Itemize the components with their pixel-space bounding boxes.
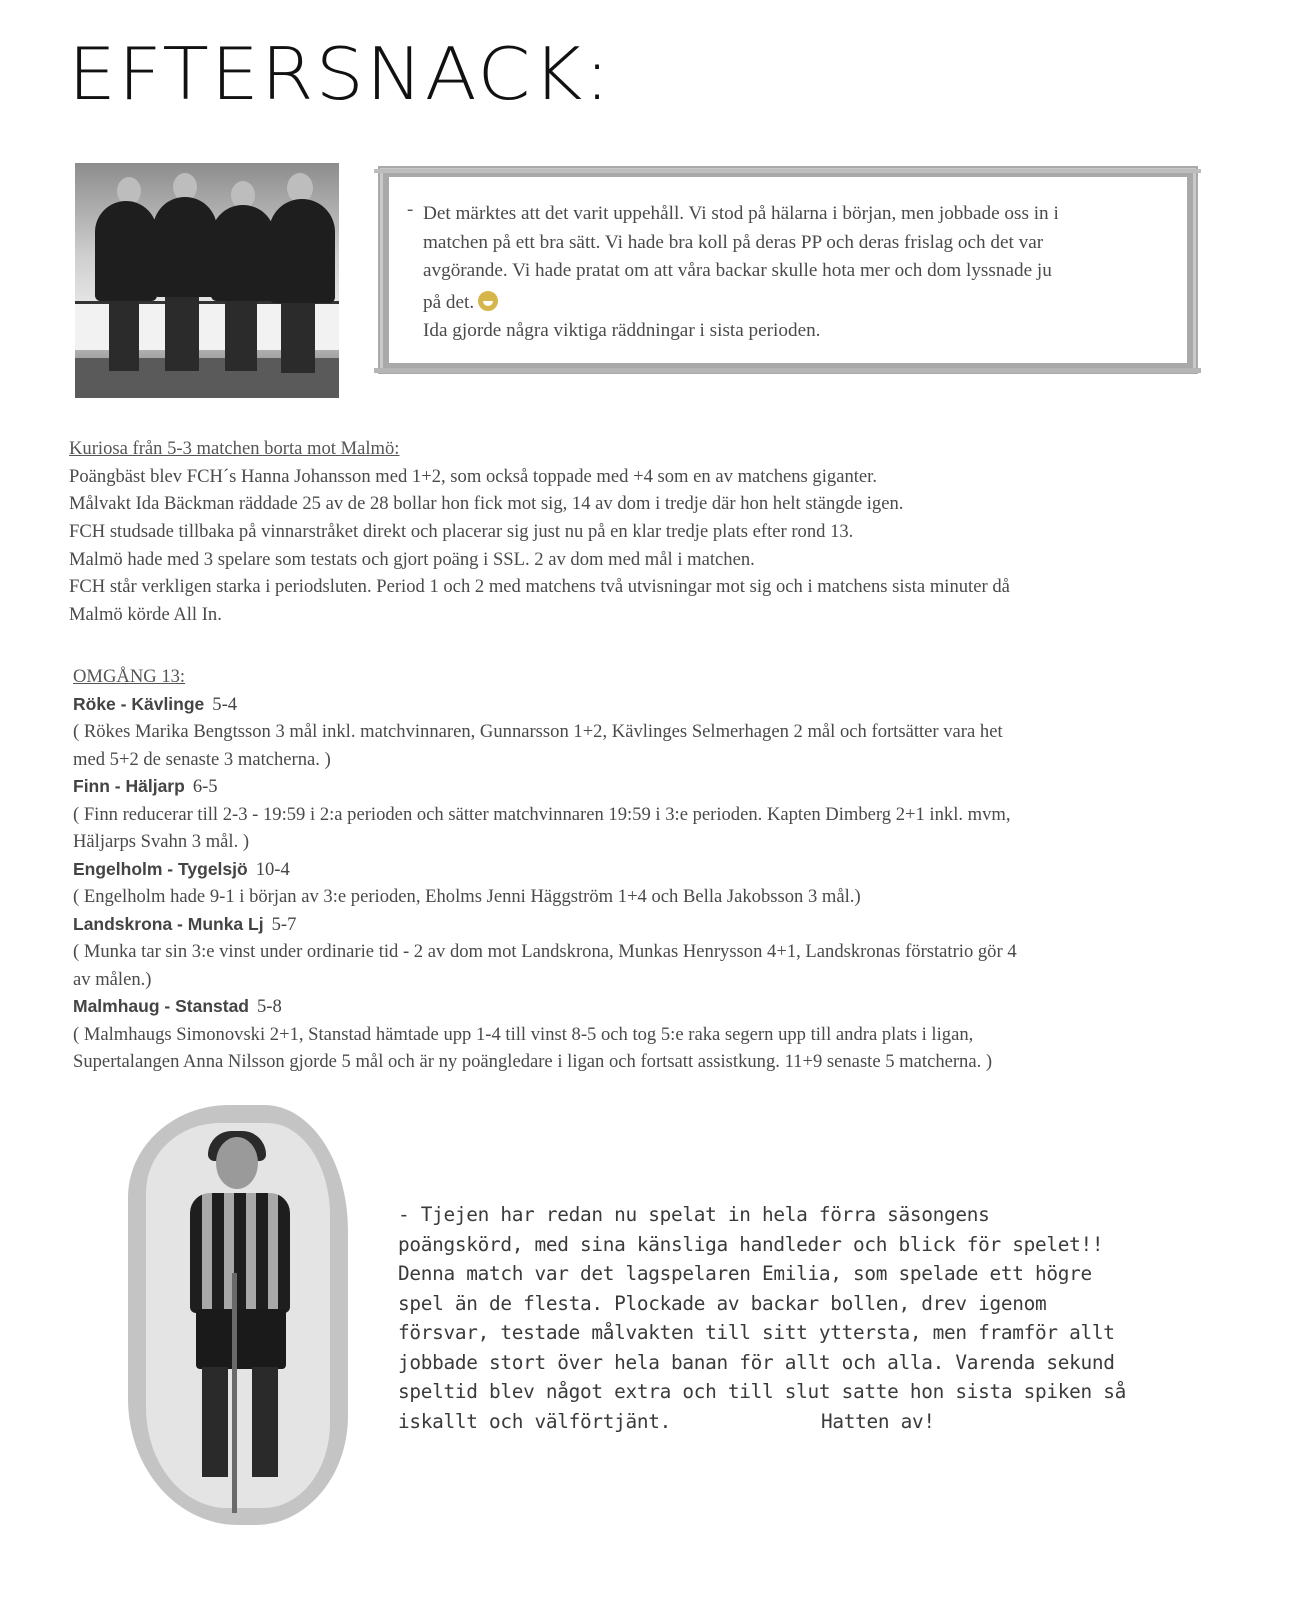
player-head [216, 1137, 258, 1189]
kuriosa-line: FCH står verkligen starka i periodsluten. Period 1 och 2 med matchens två utvisningar mot sig och i matchens sista minuter då [69, 576, 1010, 598]
match-teams: Finn - Häljarp [73, 776, 185, 796]
floorball-stick [232, 1273, 237, 1513]
note-line: poängskörd, med sina känsliga handleder och blick för spelet!! [398, 1232, 1104, 1256]
person-legs [165, 297, 199, 371]
kuriosa-line: Poängbäst blev FCH´s Hanna Johansson med 1+2, som också toppade med +4 som en av matchens giganter. [69, 465, 877, 487]
player-leg [252, 1367, 278, 1477]
match-note: med 5+2 de senaste 3 matcherna. ) [73, 748, 331, 770]
match-score: 10-4 [255, 858, 290, 880]
match-result [73, 773, 1213, 801]
person-legs [109, 301, 139, 371]
kuriosa-line: Malmö hade med 3 spelare som testats och gjort poäng i SSL. 2 av dom med mål i matchen. [69, 548, 755, 570]
handwritten-player-note [398, 1200, 1138, 1436]
kuriosa-heading: Kuriosa från 5-3 matchen borta mot Malmö: [69, 438, 400, 459]
note-line: försvar, testade målvakten till sitt yttersta, men framför allt [398, 1321, 1115, 1344]
coach-quote-box [378, 166, 1198, 374]
match-result [73, 993, 1213, 1021]
grinning-face-icon [478, 291, 498, 311]
match-teams: Landskrona - Munka Lj [73, 913, 264, 934]
person-legs [281, 303, 315, 373]
page-title: EFTERSNACK: [68, 31, 612, 116]
person-legs [225, 301, 257, 371]
quote-line: matchen på ett bra sätt. Vi hade bra koll på deras PP och deras frislag och det var [423, 231, 1044, 253]
match-note: ( Munka tar sin 3:e vinst under ordinarie tid - 2 av dom mot Landskrona, Munkas Henrysson 4+1, Landskronas förstatrio gör 4 [73, 941, 1017, 962]
match-note: av målen.) [73, 968, 152, 990]
kuriosa-section [69, 435, 1209, 629]
match-note: Supertalangen Anna Nilsson gjorde 5 mål och är ny poängledare i ligan och fortsatt assistkung. 11+9 senaste 5 matcherna. ) [73, 1051, 993, 1072]
player-photo [146, 1123, 330, 1508]
match-note: Häljarps Svahn 3 mål. ) [73, 831, 250, 852]
round-heading: OMGÅNG 13: [73, 666, 186, 687]
note-line: iskallt och välförtjänt. [398, 1409, 671, 1433]
note-line: spel än de flesta. Plockade av backar bollen, drev igenom [398, 1291, 1047, 1315]
note-last-line [398, 1407, 1138, 1437]
match-teams: Engelholm - Tygelsjö [73, 858, 248, 879]
quote-line-with-emoji [423, 289, 1163, 318]
player-shorts [196, 1309, 286, 1369]
kuriosa-line: Malmö körde All In. [69, 604, 222, 626]
match-note: ( Malmhaugs Simonovski 2+1, Stanstad hämtade upp 1-4 till vinst 8-5 och tog 5:e raka segern upp till andra plats i ligan, [73, 1023, 974, 1045]
note-sign-off: Hatten av! [820, 1409, 935, 1433]
team-staff-photo [75, 163, 339, 398]
match-result [73, 911, 1213, 939]
note-line: - Tjejen har redan nu spelat in hela förra säsongens [398, 1203, 990, 1226]
round-results-section [73, 663, 1213, 1076]
player-leg [202, 1367, 228, 1477]
match-note: ( Engelholm hade 9-1 i början av 3:e perioden, Eholms Jenni Häggström 1+4 och Bella Jakobsson 3 mål.) [73, 886, 861, 907]
note-line: jobbade stort över hela banan för allt och alla. Varenda sekund [398, 1350, 1115, 1374]
quote-line: på det. [423, 291, 475, 313]
match-teams: Röke - Kävlinge [73, 693, 205, 714]
kuriosa-line: FCH studsade tillbaka på vinnarstråket direkt och placerar sig just nu på en klar tredje plats efter rond 13. [69, 520, 854, 542]
quote-line: Ida gjorde några viktiga räddningar i sista perioden. [423, 320, 821, 341]
person-body [269, 199, 335, 303]
person-body [95, 201, 157, 301]
match-score: 5-8 [257, 996, 282, 1017]
match-result [73, 856, 1213, 884]
note-line: speltid blev något extra och till slut satte hon sista spiken så [398, 1380, 1126, 1403]
match-score: 6-5 [192, 776, 218, 797]
player-photo-cutout [128, 1105, 348, 1525]
match-teams: Malmhaug - Stanstad [73, 996, 249, 1016]
quote-line: Det märktes att det varit uppehåll. Vi stod på hälarna i början, men jobbade oss in i [423, 203, 1059, 224]
quote-line: avgörande. Vi hade pratat om att våra backar skulle hota mer och dom lyssnade ju [423, 260, 1052, 281]
person-body [211, 205, 275, 301]
coach-quote-text [423, 200, 1163, 346]
match-note: ( Rökes Marika Bengtsson 3 mål inkl. matchvinnaren, Gunnarsson 1+2, Kävlinges Selmerhagen 2 mål och fortsätter vara het [73, 721, 1003, 742]
player-jersey [190, 1193, 290, 1313]
match-result [73, 691, 1213, 719]
person-body [153, 197, 217, 297]
match-score: 5-4 [212, 693, 238, 715]
note-line: Denna match var det lagspelaren Emilia, som spelade ett högre [398, 1262, 1092, 1285]
kuriosa-line: Målvakt Ida Bäckman räddade 25 av de 28 bollar hon fick mot sig, 14 av dom i tredje där hon helt stängde igen. [69, 493, 904, 515]
quote-dash: - [407, 199, 414, 220]
match-note: ( Finn reducerar till 2-3 - 19:59 i 2:a perioden och sätter matchvinnaren 19:59 i 3:e perioden. Kapten Dimberg 2+1 inkl. mvm, [73, 803, 1011, 825]
match-score: 5-7 [271, 913, 297, 935]
